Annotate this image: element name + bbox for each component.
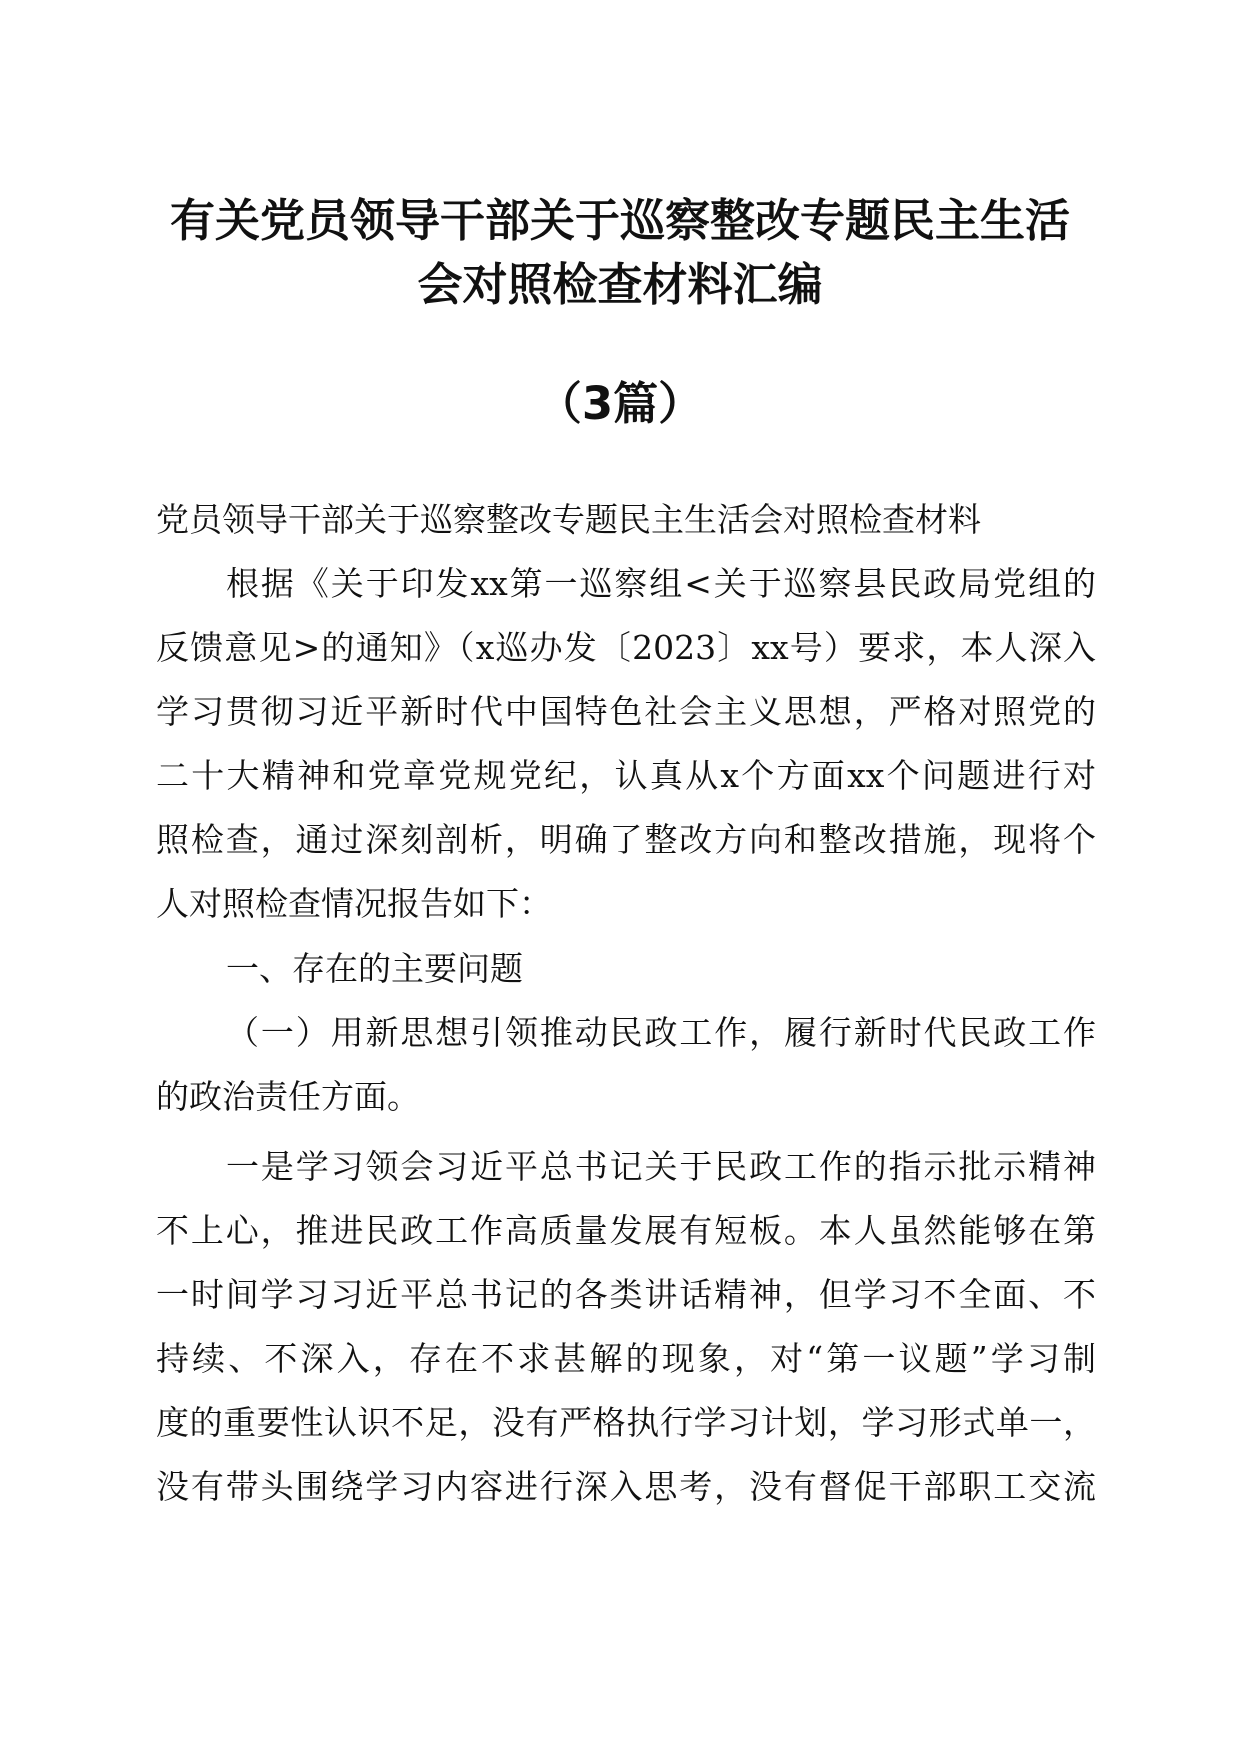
subsection-heading-line: （一）用新思想引领推动民政工作，履行新时代民政工作 <box>226 1013 1096 1052</box>
paragraph-line: 根据《关于印发xx第一巡察组<关于巡察县民政局党组的 <box>226 564 1096 603</box>
document-subtitle: 党员领导干部关于巡察整改专题民主生活会对照检查材料 <box>156 500 981 539</box>
paragraph-line: 二十大精神和党章党规党纪，认真从x个方面xx个问题进行对 <box>156 756 1096 795</box>
paragraph-line: 学习贯彻习近平新时代中国特色社会主义思想，严格对照党的 <box>156 692 1096 731</box>
document-title-count: （3篇） <box>536 377 704 430</box>
paragraph-line: 一是学习领会习近平总书记关于民政工作的指示批示精神 <box>226 1147 1096 1186</box>
subsection-heading-line: 的政治责任方面。 <box>156 1077 420 1116</box>
document-title-line-2: 会对照检查材料汇编 <box>417 258 823 311</box>
paragraph-line: 持续、不深入，存在不求甚解的现象，对“第一议题”学习制 <box>156 1339 1096 1378</box>
section-heading: 一、存在的主要问题 <box>226 949 523 988</box>
paragraph-line: 一时间学习习近平总书记的各类讲话精神，但学习不全面、不 <box>156 1275 1096 1314</box>
document-title-line-1: 有关党员领导干部关于巡察整改专题民主生活 <box>169 194 1070 247</box>
paragraph-line: 照检查，通过深刻剖析，明确了整改方向和整改措施，现将个 <box>156 820 1096 859</box>
paragraph-line: 不上心，推进民政工作高质量发展有短板。本人虽然能够在第 <box>156 1211 1096 1250</box>
paragraph-line: 没有带头围绕学习内容进行深入思考，没有督促干部职工交流 <box>156 1467 1096 1506</box>
paragraph-line: 反馈意见>的通知》（x巡办发〔2023〕xx号）要求，本人深入 <box>156 628 1096 667</box>
paragraph-line: 人对照检查情况报告如下： <box>156 884 552 923</box>
paragraph-line: 度的重要性认识不足，没有严格执行学习计划，学习形式单一， <box>156 1403 1096 1442</box>
